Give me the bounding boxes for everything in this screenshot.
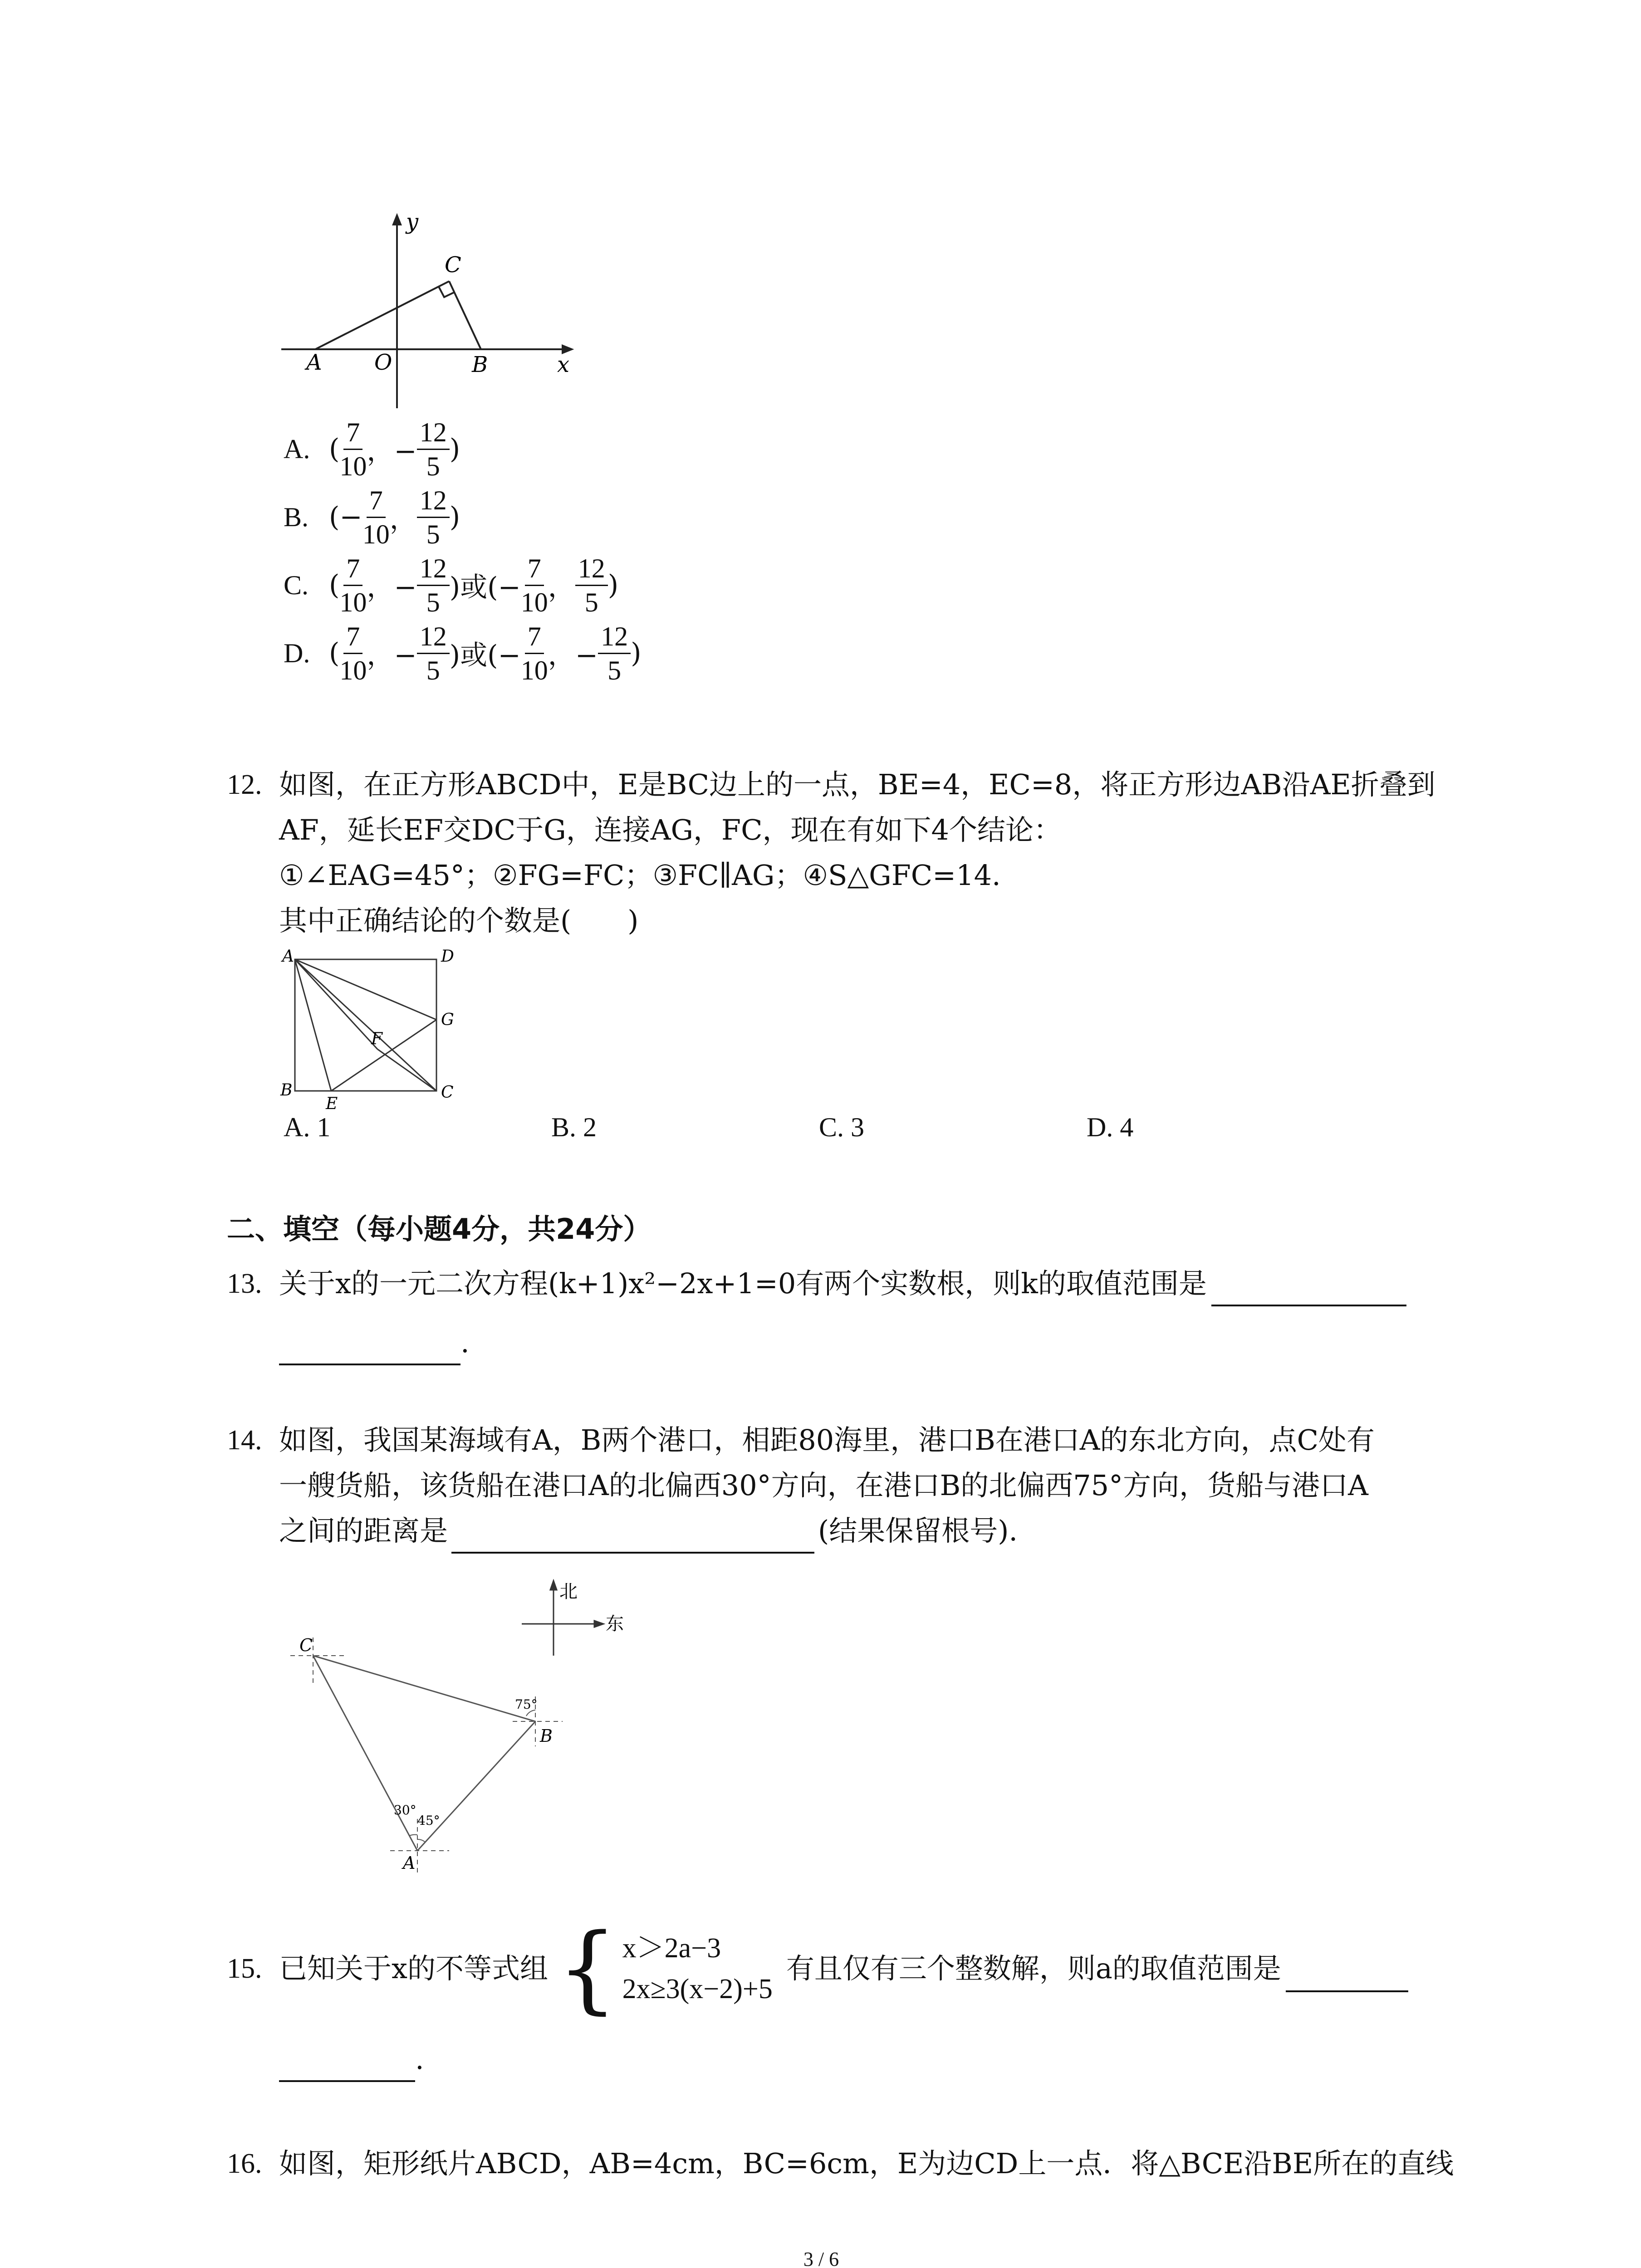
fraction: $\frac{7}{10}$ [339, 416, 367, 483]
question-number: 15. [227, 1953, 262, 1984]
segment-ag [295, 959, 436, 1020]
q11-figure [272, 209, 581, 422]
fraction: $\frac{7}{10}$ [339, 552, 367, 619]
label-b: B [472, 352, 488, 377]
fraction: $\frac{7}{10}$ [521, 620, 548, 687]
q12-choices [284, 1107, 1327, 1148]
question-text: 关于x的一元二次方程(k+1)x²−2x+1=0有两个实数根，则k的取值范围是 [279, 1267, 1207, 1300]
answer-blank[interactable] [451, 1525, 814, 1554]
north-label: 北 [559, 1581, 578, 1602]
question-13: 13. 关于x的一元二次方程(k+1)x²−2x+1=0有两个实数根，则k的取值范围是 . [227, 1261, 1452, 1365]
label-o: O [374, 350, 392, 375]
fraction: $\frac{12}{5}$ [598, 620, 631, 687]
answer-blank[interactable] [1211, 1277, 1406, 1306]
q11-options [284, 415, 642, 687]
question-text: 一艘货船，该货船在港口A的北偏西30°方向，在港口B的北偏西75°方向，货船与港口A [279, 1469, 1368, 1502]
segment-ca [313, 1656, 417, 1851]
east-label: 东 [606, 1613, 624, 1634]
question-number: 12. [227, 769, 262, 800]
question-12 [227, 762, 1452, 943]
choice-a: A. 1 [284, 1112, 331, 1142]
question-text: 如图，矩形纸片ABCD，AB=4cm，BC=6cm，E为边CD上一点．将△BCE沿BE所在的直线 [279, 2147, 1454, 2180]
segment-cb [449, 281, 481, 349]
label-c: C [441, 1083, 454, 1102]
fraction: $\frac{12}{5}$ [417, 552, 450, 619]
segment-fc [377, 1049, 436, 1091]
label-e: E [326, 1095, 338, 1111]
inequality-2: 2x≥3(x−2)+5 [622, 1974, 773, 2004]
option-a: A. ( $\frac{7}{10}$ ，− $\frac{12}{5}$ ) [284, 415, 642, 483]
conclusions: ①∠EAG=45°；②FG=FC；③FC∥AG；④S△GFC=14. [279, 859, 1001, 892]
label-c: C [445, 252, 461, 278]
question-prompt: 其中正确结论的个数是( ) [279, 904, 639, 937]
segment-ac [315, 281, 449, 349]
segment-cb [313, 1656, 535, 1721]
angle-45: 45° [417, 1813, 440, 1828]
fraction: $\frac{12}{5}$ [417, 484, 450, 551]
label-b: B [540, 1726, 553, 1746]
label-a: A [282, 948, 294, 966]
question-text: 有且仅有三个整数解，则a的取值范围是 [786, 1952, 1281, 1985]
section-heading: 二、填空（每小题4分，共24分） [227, 1212, 652, 1246]
question-16 [227, 2141, 1474, 2186]
option-c: C. ( $\frac{7}{10}$ ，− $\frac{12}{5}$ )或(− $\frac{7}{10}$ ， $\frac{12}{5}$ ) [284, 551, 642, 619]
segment-ac [295, 959, 436, 1091]
angle-75: 75° [515, 1697, 538, 1712]
question-text: 已知关于x的不等式组 [279, 1952, 548, 1985]
label-y: y [406, 209, 419, 235]
q14-figure [272, 1565, 635, 1892]
segment-ab [417, 1721, 535, 1851]
label-a: A [306, 350, 322, 375]
answer-blank-continued[interactable] [279, 1336, 460, 1365]
y-axis-arrow [393, 215, 401, 225]
angle-30: 30° [394, 1803, 416, 1818]
label-d: D [441, 948, 454, 966]
label-x: x [557, 352, 570, 377]
answer-blank[interactable] [1286, 1963, 1408, 1992]
fraction: $\frac{12}{5}$ [417, 620, 450, 687]
fraction: $\frac{12}{5}$ [417, 416, 450, 483]
label-a: A [403, 1853, 416, 1873]
answer-blank-continued[interactable] [279, 2053, 415, 2082]
fraction: $\frac{7}{10}$ [339, 620, 367, 687]
question-text: AF，延长EF交DC于G，连接AG，FC，现在有如下4个结论： [279, 813, 1062, 846]
label-g: G [441, 1011, 454, 1029]
fraction: $\frac{7}{10}$ [521, 552, 548, 619]
option-d: D. ( $\frac{7}{10}$ ，− $\frac{12}{5}$ )或(− $\frac{7}{10}$ ，− $\frac{12}{5}$ ) [284, 619, 642, 687]
question-15: 15. 已知关于x的不等式组 { x＞2a−3 2x≥3(x−2)+5 有且仅有三个整数解，则a的取值范围是 . [227, 1919, 1452, 2082]
fraction: $\frac{7}{10}$ [362, 484, 390, 551]
choice-b: B. 2 [551, 1112, 597, 1142]
choice-d: D. 4 [1087, 1112, 1134, 1142]
question-number: 16. [227, 2148, 262, 2179]
inequality-1: x＞2a−3 [622, 1933, 721, 1964]
label-b: B [280, 1081, 293, 1100]
question-text: 如图，在正方形ABCD中，E是BC边上的一点，BE=4，EC=8，将正方形边AB沿AE折叠到 [279, 768, 1435, 801]
page-number: 3 / 6 [803, 2248, 839, 2268]
q12-figure [272, 948, 463, 1111]
question-number: 13. [227, 1268, 262, 1299]
question-number: 14. [227, 1425, 262, 1456]
brace: { [557, 1913, 618, 2024]
label-c: C [299, 1635, 313, 1655]
inequality-system [622, 1928, 773, 2009]
choice-c: C. 3 [819, 1112, 865, 1142]
question-text: 如图，我国某海域有A，B两个港口，相距80海里，港口B在港口A的东北方向，点C处有 [279, 1423, 1375, 1457]
fraction: $\frac{12}{5}$ [575, 552, 608, 619]
label-f: F [371, 1030, 382, 1048]
question-14: 14. 如图，我国某海域有A，B两个港口，相距80海里，港口B在港口A的东北方向，点C处有 一艘货船，该货船在港口A的北偏西30°方向，在港口B的北偏西75°方向，货船与港口A 之间的距离是 (结果保留根号). [227, 1418, 1452, 1554]
option-b: B. (− $\frac{7}{10}$ ， $\frac{12}{5}$ ) [284, 483, 642, 551]
